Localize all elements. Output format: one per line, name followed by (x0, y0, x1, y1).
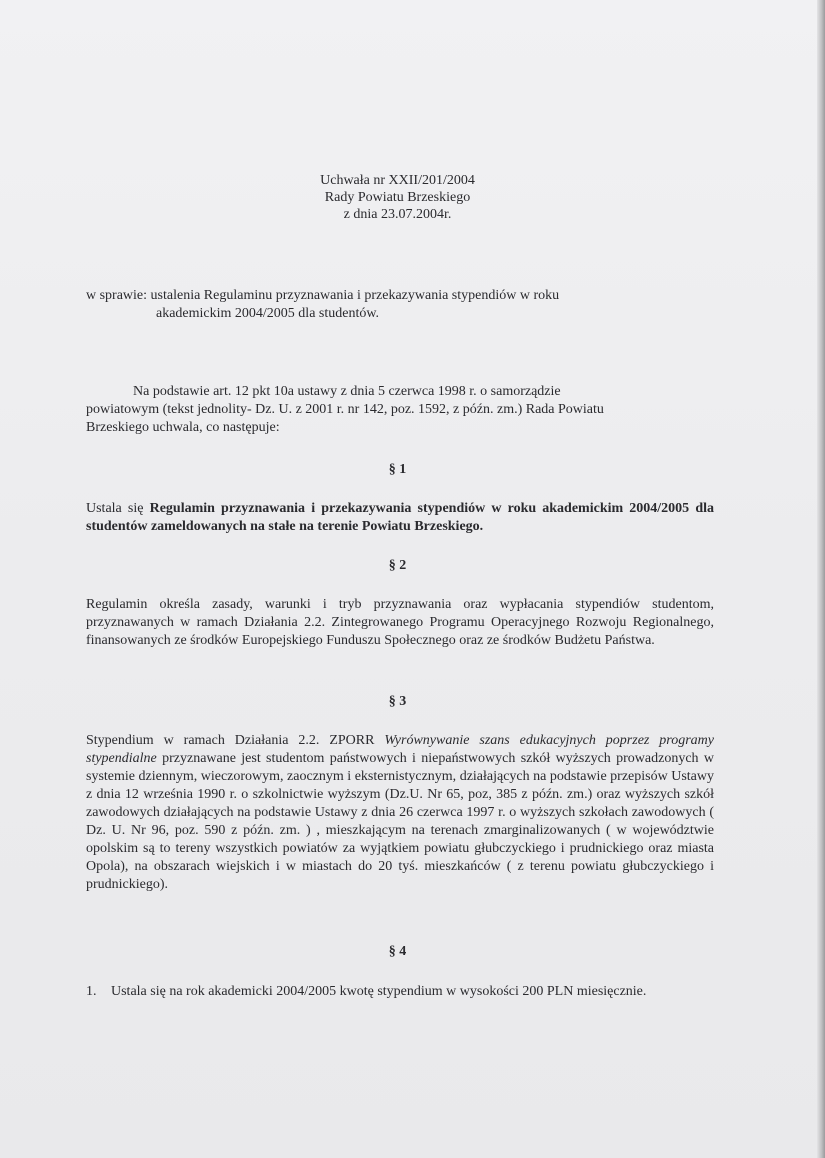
section-2-text: Regulamin określa zasady, warunki i tryb przyznawania oraz wypłacania stypendiów studentom, przyznawanych w ramach Działania 2.2. Zintegrowanego Programu Operacyjnego Rozwoju Regionalnego, finansowanych ze środków Europejskiego Funduszu Społecznego oraz ze środków Budżetu Państwa. (86, 597, 714, 648)
section-2-heading: § 2 (388, 558, 407, 573)
list-item-number: 1. (86, 984, 97, 999)
list-item-text: Ustala się na rok akademicki 2004/2005 kwotę stypendium w wysokości 200 PLN miesięcznie. (111, 984, 647, 999)
page-edge-shadow (817, 0, 825, 1158)
section-3-suffix: przyznawane jest studentom państwowych i niepaństwowych szkół wyższych prowadzonych w systemie dziennym, wieczorowym, zaocznym i eksternistycznym, działających na podstawie przepisów Ustawy z dnia 12 września 1990 r. o szkolnictwie wyższym (Dz.U. Nr 65, poz, 385 z późn. zm.) oraz wyższych szkół zawodowych działających na podstawie Ustawy z dnia 26 czerwca 1997 r. o wyższych szkołach zawodowych ( Dz. U. Nr 96, poz. 590 z późn. zm. ) , mieszkającym na terenach zmarginalizowanych ( w województwie opolskim są to tereny wszystkich powiatów za wyjątkiem powiatu głubczyckiego i prudnickiego oraz miasta Opola), na obszarach wiejskich i w miastach do 20 tyś. mieszkańców ( z terenu powiatu głubczyckiego i prudnickiego). (86, 751, 714, 892)
legal-basis-line-1: Na podstawie art. 12 pkt 10a ustawy z dnia 5 czerwca 1998 r. o samorządzie (133, 384, 561, 399)
section-3-heading: § 3 (388, 694, 407, 709)
council-name: Rady Powiatu Brzeskiego (324, 190, 471, 205)
section-1-prefix: Ustala się (86, 501, 150, 516)
section-3-italic: Wyrównywanie szans edukacyjnych poprzez programy stypendialne (86, 733, 714, 766)
section-1-heading: § 1 (388, 462, 407, 477)
legal-basis-line-2: powiatowym (tekst jednolity- Dz. U. z 2001 r. nr 142, poz. 1592, z późn. zm.) Rada Powiatu (86, 402, 604, 417)
subject-line-1: w sprawie: ustalenia Regulaminu przyznawania i przekazywania stypendiów w roku (86, 288, 560, 303)
subject-line-2: akademickim 2004/2005 dla studentów. (156, 306, 380, 321)
resolution-header (0, 172, 795, 223)
resolution-number: Uchwała nr XXII/201/2004 (320, 173, 475, 188)
legal-basis (86, 383, 718, 437)
resolution-date: z dnia 23.07.2004r. (343, 207, 452, 222)
list-item (86, 983, 706, 1001)
section-4-list (86, 983, 706, 1001)
resolution-subject (86, 287, 726, 323)
section-4-heading: § 4 (388, 944, 407, 959)
section-1-bold: Regulamin przyznawania i przekazywania stypendiów w roku akademickim 2004/2005 dla studentów zameldowanych na stałe na terenie Powiatu Brzeskiego. (86, 501, 714, 534)
section-1-text (86, 500, 714, 536)
section-3-prefix: Stypendium w ramach Działania 2.2. ZPORR (86, 733, 385, 748)
section-3-text (86, 732, 714, 894)
legal-basis-line-3: Brzeskiego uchwala, co następuje: (86, 420, 280, 435)
